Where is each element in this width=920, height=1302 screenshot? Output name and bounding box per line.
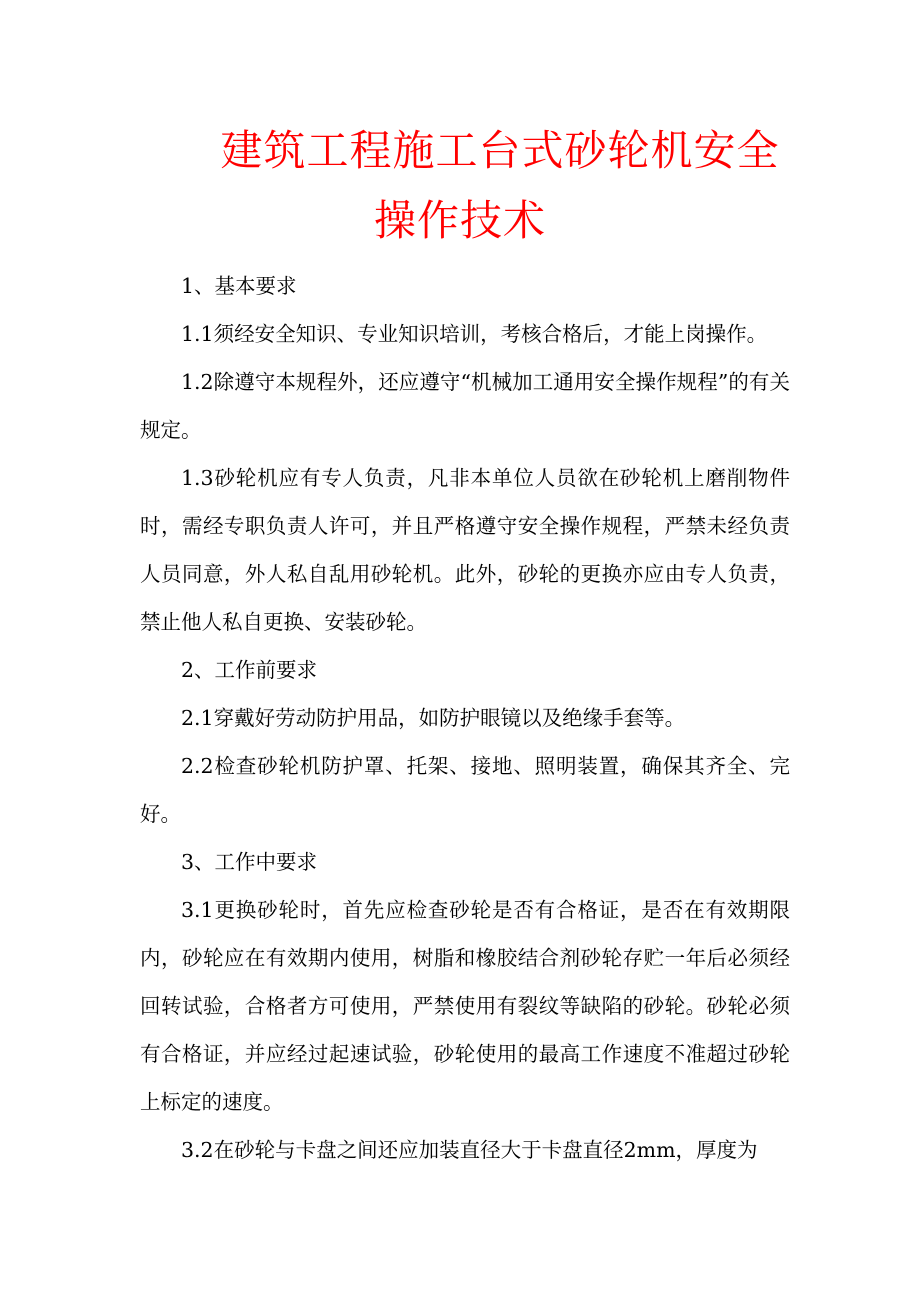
paragraph-2-1: 2.1穿戴好劳动防护用品，如防护眼镜以及绝缘手套等。	[181, 706, 686, 730]
paragraph-3-1: 3.1更换砂轮时，首先应检查砂轮是否有合格证，是否在有效期限内，砂轮应在有效期内使用，树脂和橡胶结合剂砂轮存贮一年后必须经回转试验，合格者方可使用，严禁使用有裂纹等缺陷的砂轮。砂轮必须有合格证，并应经过起速试验，砂轮使用的最高工作速度不准超过砂轮上标定的速度。	[140, 898, 790, 1114]
paragraph-1-2: 1.2除遵守本规程外，还应遵守“机械加工通用安全操作规程”的有关规定。	[140, 370, 790, 442]
document-body	[140, 262, 790, 1174]
document-title-line-2: 操作技术	[373, 196, 546, 245]
document-title-line-1: 建筑工程施工台式砂轮机安全	[220, 126, 780, 175]
paragraph-1-3: 1.3砂轮机应有专人负责，凡非本单位人员欲在砂轮机上磨削物件时，需经专职负责人许可，并且严格遵守安全操作规程，严禁未经负责人员同意，外人私自乱用砂轮机。此外，砂轮的更换亦应由专人负责，禁止他人私自更换、安装砂轮。	[140, 466, 790, 634]
paragraph-1-1: 1.1须经安全知识、专业知识培训，考核合格后，才能上岗操作。	[181, 322, 768, 346]
section-heading-3: 3、工作中要求	[181, 850, 318, 874]
section-heading-2: 2、工作前要求	[181, 658, 318, 682]
paragraph-2-2: 2.2检查砂轮机防护罩、托架、接地、照明装置，确保其齐全、完好。	[140, 754, 790, 826]
paragraph-3-2: 3.2在砂轮与卡盘之间还应加装直径大于卡盘直径2mm，厚度为	[181, 1138, 758, 1162]
section-heading-1: 1、基本要求	[181, 274, 297, 298]
